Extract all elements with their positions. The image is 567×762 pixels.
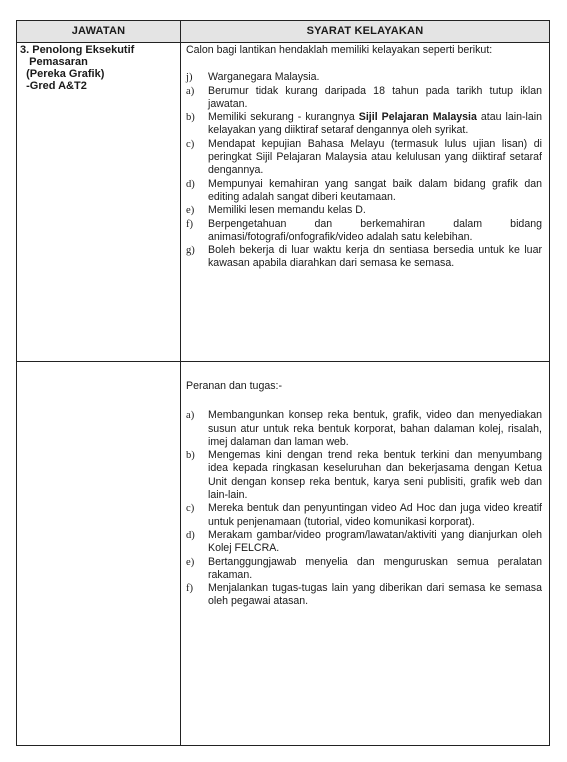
row-divider	[17, 361, 549, 362]
list-item: f) Berpengetahuan dan berkemahiran dalam bidang animasi/fotografi/onfografik/video adalah satu kelebihan.	[186, 217, 542, 243]
list-item: g) Boleh bekerja di luar waktu kerja dn sentiasa bersedia untuk ke luar kawasan apabila diarahkan dari semasa ke semasa.	[186, 244, 542, 270]
header-jawatan: JAWATAN	[71, 25, 126, 37]
list-item: b) Memiliki sekurang - kurangnya Sijil Pelajaran Malaysia atau lain-lain kelayakan yang diiktiraf setaraf dengannya oleh syrikat.	[186, 111, 543, 137]
list-item: a) Membangunkan konsep reka bentuk, grafik, video dan menyediakan susun atur untuk reka bentuk korporat, bahan dalaman kolej, risalah, imej dalaman dan laman web.	[186, 409, 542, 448]
bold-qualification: Sijil Pelajaran Malaysia	[358, 111, 477, 124]
list-item: e) Memiliki lesen memandu kelas D.	[186, 204, 366, 217]
jawatan-grade: -Gred A&T2	[20, 80, 87, 92]
syarat-list	[186, 71, 542, 270]
list-item: d) Merakam gambar/video program/lawatan/aktiviti yang dianjurkan oleh Kolej FELCRA.	[186, 528, 542, 555]
peranan-cell	[186, 380, 542, 609]
list-item: e) Bertanggungjawab menyelia dan menguruskan semua peralatan rakaman.	[186, 555, 542, 581]
syarat-cell	[186, 44, 542, 271]
list-item: b) Mengemas kini dengan trend reka bentuk terkini dan menyumbang idea kepada ringkasan keseluruhan dan bekerjasama dengan Ketua Unit dengan konsep reka bentuk, karya seni publisiti, grafik web dan lain-lain.	[186, 449, 542, 502]
list-item: c) Mereka bentuk dan penyuntingan video Ad Hoc dan juga video kreatif untuk penjenamaan (tutorial, video komunikasi korporat).	[186, 502, 542, 528]
header-divider	[17, 42, 549, 43]
list-item: c) Mendapat kepujian Bahasa Melayu (termasuk lulus ujian lisan) di peringkat Sijil Pelajaran Malaysia atau kelulusan yang diiktiraf setaraf dengannya.	[186, 137, 542, 177]
list-item: d) Mempunyai kemahiran yang sangat baik dalam bidang grafik dan editing adalah sangat diberi keutamaan.	[186, 177, 542, 203]
jawatan-subtitle: Pemasaran	[20, 56, 88, 68]
peranan-list	[186, 409, 542, 608]
peranan-intro: Peranan dan tugas:-	[186, 380, 283, 392]
list-item: a) Berumur tidak kurang daripada 18 tahun pada tarikh tutup iklan jawatan.	[186, 84, 542, 110]
jawatan-role: (Pereka Grafik)	[20, 68, 105, 80]
table-header	[17, 21, 549, 42]
list-item: j) Warganegara Malaysia.	[186, 71, 320, 84]
column-divider	[180, 21, 181, 745]
list-item: f) Menjalankan tugas-tugas lain yang diberikan dari semasa ke semasa oleh pegawai atasan.	[186, 582, 542, 608]
header-syarat-kelayakan: SYARAT KELAYAKAN	[306, 25, 424, 37]
jawatan-title: 3. Penolong Eksekutif	[20, 44, 135, 56]
jawatan-cell	[20, 44, 178, 92]
syarat-intro: Calon bagi lantikan hendaklah memiliki kelayakan seperti berikut:	[186, 44, 493, 56]
job-requirements-table	[16, 20, 550, 746]
